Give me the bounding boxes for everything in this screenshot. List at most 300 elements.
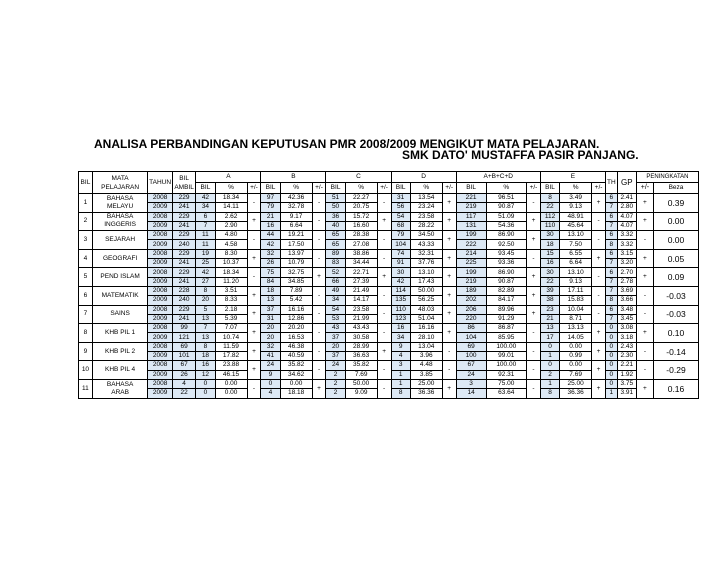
- grade-count-cell: 16: [540, 259, 559, 268]
- table-row: [79, 249, 699, 258]
- subject-name: [92, 305, 147, 324]
- grade-percent-cell: 42.36: [280, 194, 312, 203]
- grade-count-cell: 30: [540, 231, 559, 240]
- grade-percent-cell: 6.64: [280, 221, 312, 230]
- gp-cell: 4.07: [617, 212, 636, 221]
- grade-percent-cell: 35.82: [345, 361, 377, 370]
- header-bil: BIL: [79, 172, 93, 194]
- year-cell: 2009: [148, 240, 173, 249]
- grade-percent-cell: 12.86: [280, 314, 312, 323]
- school-name: SMK DATO' MUSTAFFA PASIR PANJANG.: [402, 148, 639, 162]
- grade-percent-cell: 16.16: [280, 305, 312, 314]
- bil-ambil-cell: 241: [172, 277, 195, 286]
- grade-count-cell: 199: [456, 231, 486, 240]
- header-grade-b: B: [261, 172, 326, 183]
- gp-cell: 1.92: [617, 370, 636, 379]
- grade-percent-cell: 2.62: [215, 212, 247, 221]
- grade-percent-cell: 7.69: [345, 370, 377, 379]
- table-row: [79, 268, 699, 277]
- beza-cell: 0.10: [653, 324, 698, 343]
- header-grade-pct: %: [560, 183, 592, 194]
- grade-count-cell: 0: [196, 379, 215, 388]
- grade-percent-cell: 27.08: [345, 240, 377, 249]
- change-sign-cell: +: [247, 212, 261, 231]
- bil-ambil-cell: 241: [172, 203, 195, 212]
- subject-name-line: KHB PIL 1: [105, 328, 136, 336]
- grade-count-cell: 24: [456, 370, 486, 379]
- grade-count-cell: 66: [326, 277, 345, 286]
- grade-percent-cell: 4.80: [215, 231, 247, 240]
- grade-percent-cell: 34.44: [345, 259, 377, 268]
- header-grade-a: A: [196, 172, 261, 183]
- year-cell: 2008: [148, 342, 173, 351]
- grade-count-cell: 74: [391, 249, 410, 258]
- grade-percent-cell: 46.15: [215, 370, 247, 379]
- grade-count-cell: 18: [540, 240, 559, 249]
- grade-percent-cell: 7.07: [215, 324, 247, 333]
- grade-count-cell: 14: [456, 389, 486, 398]
- change-sign-cell: +: [592, 379, 606, 398]
- grade-count-cell: 225: [456, 259, 486, 268]
- grade-percent-cell: 89.96: [486, 305, 527, 314]
- change-sign-cell: -: [312, 249, 326, 268]
- grade-count-cell: 4: [391, 352, 410, 361]
- change-sign-cell: +: [247, 361, 261, 380]
- change-sign-cell: +: [377, 268, 391, 287]
- th-cell: 6: [605, 231, 617, 240]
- th-cell: 7: [605, 277, 617, 286]
- change-sign-cell: +: [312, 379, 326, 398]
- subject-name: [92, 342, 147, 361]
- header-grade-pm: +/-: [312, 183, 326, 194]
- row-number: 3: [79, 231, 93, 250]
- year-cell: 2008: [148, 361, 173, 370]
- th-cell: 6: [605, 194, 617, 203]
- grade-count-cell: 214: [456, 249, 486, 258]
- grade-percent-cell: 22.27: [345, 194, 377, 203]
- change-sign-cell: -: [442, 342, 456, 361]
- grade-count-cell: 222: [456, 240, 486, 249]
- grade-percent-cell: 3.96: [410, 352, 442, 361]
- grade-count-cell: 8: [196, 286, 215, 295]
- change-sign-cell: -: [312, 324, 326, 343]
- th-cell: 7: [605, 314, 617, 323]
- grade-percent-cell: 25.00: [560, 379, 592, 388]
- change-sign-cell: -: [247, 194, 261, 213]
- year-cell: 2008: [148, 379, 173, 388]
- grade-percent-cell: 45.64: [560, 221, 592, 230]
- grade-percent-cell: 82.89: [486, 286, 527, 295]
- grade-percent-cell: 51.04: [410, 314, 442, 323]
- grade-percent-cell: 0.00: [215, 379, 247, 388]
- table-row: [79, 212, 699, 221]
- grade-percent-cell: 36.63: [345, 352, 377, 361]
- change-sign-cell: -: [527, 249, 541, 268]
- grade-percent-cell: 8.30: [215, 249, 247, 258]
- grade-percent-cell: 21.49: [345, 286, 377, 295]
- grade-count-cell: 16: [196, 361, 215, 370]
- grade-count-cell: 38: [540, 296, 559, 305]
- year-cell: 2008: [148, 305, 173, 314]
- year-cell: 2008: [148, 286, 173, 295]
- year-cell: 2008: [148, 324, 173, 333]
- row-number: 2: [79, 212, 93, 231]
- grade-percent-cell: 17.11: [560, 286, 592, 295]
- grade-percent-cell: 20.75: [345, 203, 377, 212]
- year-cell: 2009: [148, 259, 173, 268]
- subject-name-line: PEND ISLAM: [100, 273, 140, 281]
- change-sign-cell: +: [527, 305, 541, 324]
- grade-count-cell: 112: [540, 212, 559, 221]
- grade-count-cell: 0: [540, 342, 559, 351]
- grade-percent-cell: 48.03: [410, 305, 442, 314]
- change-sign-cell: +: [442, 268, 456, 287]
- subject-name-line: INGGERIS: [104, 221, 136, 229]
- bil-ambil-cell: 241: [172, 221, 195, 230]
- header-grade-pct: %: [345, 183, 377, 194]
- grade-percent-cell: 11.20: [215, 277, 247, 286]
- change-sign-cell: -: [247, 231, 261, 250]
- grade-count-cell: 30: [391, 268, 410, 277]
- grade-percent-cell: 18.18: [280, 389, 312, 398]
- change-sign-cell: +: [442, 249, 456, 268]
- grade-count-cell: 18: [196, 352, 215, 361]
- grade-count-cell: 2: [326, 389, 345, 398]
- grade-percent-cell: 43.43: [345, 324, 377, 333]
- grade-count-cell: 0: [196, 389, 215, 398]
- grade-count-cell: 42: [196, 194, 215, 203]
- gp-cell: 2.30: [617, 352, 636, 361]
- improvement-sign-cell: -: [636, 342, 653, 361]
- th-cell: 7: [605, 286, 617, 295]
- grade-percent-cell: 27.39: [345, 277, 377, 286]
- year-cell: 2008: [148, 212, 173, 221]
- bil-ambil-cell: 240: [172, 240, 195, 249]
- th-cell: 6: [605, 249, 617, 258]
- grade-count-cell: 56: [391, 203, 410, 212]
- grade-count-cell: 9: [391, 342, 410, 351]
- gp-cell: 3.08: [617, 324, 636, 333]
- gp-cell: 3.45: [617, 314, 636, 323]
- grade-percent-cell: 0.00: [215, 389, 247, 398]
- header-grade-pct: %: [486, 183, 527, 194]
- change-sign-cell: -: [377, 249, 391, 268]
- grade-count-cell: 22: [540, 277, 559, 286]
- change-sign-cell: -: [312, 212, 326, 231]
- grade-count-cell: 26: [261, 259, 280, 268]
- bil-ambil-cell: 229: [172, 249, 195, 258]
- grade-count-cell: 114: [391, 286, 410, 295]
- grade-count-cell: 67: [456, 361, 486, 370]
- change-sign-cell: -: [592, 231, 606, 250]
- grade-count-cell: 75: [261, 268, 280, 277]
- grade-percent-cell: 23.24: [410, 203, 442, 212]
- row-number: 9: [79, 342, 93, 361]
- change-sign-cell: -: [377, 324, 391, 343]
- grade-count-cell: 2: [326, 370, 345, 379]
- subject-name-line: ARAB: [111, 388, 129, 396]
- year-cell: 2008: [148, 268, 173, 277]
- grade-percent-cell: 56.25: [410, 296, 442, 305]
- year-cell: 2008: [148, 194, 173, 203]
- grade-count-cell: 21: [540, 314, 559, 323]
- subject-name-line: SEJARAH: [105, 235, 136, 243]
- grade-percent-cell: 19.21: [280, 231, 312, 240]
- gp-cell: 3.69: [617, 286, 636, 295]
- grade-count-cell: 8: [196, 342, 215, 351]
- change-sign-cell: +: [442, 379, 456, 398]
- grade-count-cell: 20: [196, 296, 215, 305]
- th-cell: 0: [605, 352, 617, 361]
- grade-percent-cell: 48.91: [560, 212, 592, 221]
- grade-percent-cell: 34.62: [280, 370, 312, 379]
- grade-percent-cell: 13.10: [410, 268, 442, 277]
- grade-count-cell: 30: [540, 268, 559, 277]
- bil-ambil-cell: 241: [172, 259, 195, 268]
- grade-percent-cell: 28.99: [345, 342, 377, 351]
- grade-count-cell: 131: [456, 221, 486, 230]
- change-sign-cell: -: [312, 305, 326, 324]
- grade-percent-cell: 22.71: [345, 268, 377, 277]
- change-sign-cell: +: [247, 286, 261, 305]
- grade-count-cell: 49: [326, 286, 345, 295]
- grade-percent-cell: 28.38: [345, 231, 377, 240]
- change-sign-cell: +: [377, 212, 391, 231]
- change-sign-cell: +: [442, 324, 456, 343]
- grade-percent-cell: 93.36: [486, 259, 527, 268]
- grade-count-cell: 34: [326, 296, 345, 305]
- header-grade-e: E: [540, 172, 605, 183]
- year-cell: 2009: [148, 314, 173, 323]
- grade-count-cell: 9: [261, 370, 280, 379]
- change-sign-cell: -: [377, 286, 391, 305]
- grade-percent-cell: 16.60: [345, 221, 377, 230]
- grade-count-cell: 104: [391, 240, 410, 249]
- grade-count-cell: 199: [456, 268, 486, 277]
- header-beza: Beza: [653, 183, 698, 194]
- subject-name-line: BAHASA: [106, 380, 134, 388]
- grade-count-cell: 16: [391, 324, 410, 333]
- header-grade-bil: BIL: [391, 183, 410, 194]
- change-sign-cell: +: [527, 286, 541, 305]
- change-sign-cell: -: [377, 231, 391, 250]
- grade-count-cell: 84: [261, 277, 280, 286]
- grade-count-cell: 8: [391, 389, 410, 398]
- grade-percent-cell: 6.64: [560, 259, 592, 268]
- header-grade-pct: %: [215, 183, 247, 194]
- grade-count-cell: 42: [391, 277, 410, 286]
- grade-percent-cell: 5.39: [215, 314, 247, 323]
- header-bil-ambil: BIL AMBIL: [172, 172, 195, 194]
- year-cell: 2009: [148, 296, 173, 305]
- change-sign-cell: -: [312, 361, 326, 380]
- grade-percent-cell: 38.86: [345, 249, 377, 258]
- grade-percent-cell: 14.17: [345, 296, 377, 305]
- improvement-sign-cell: +: [636, 212, 653, 231]
- grade-percent-cell: 4.58: [215, 240, 247, 249]
- beza-cell: 0.09: [653, 268, 698, 287]
- grade-percent-cell: 13.10: [560, 231, 592, 240]
- improvement-sign-cell: +: [636, 379, 653, 398]
- change-sign-cell: +: [527, 231, 541, 250]
- change-sign-cell: -: [592, 286, 606, 305]
- th-cell: 0: [605, 333, 617, 342]
- bil-ambil-cell: 121: [172, 333, 195, 342]
- gp-cell: 3.66: [617, 296, 636, 305]
- change-sign-cell: -: [312, 194, 326, 213]
- grade-count-cell: 219: [456, 277, 486, 286]
- grade-count-cell: 7: [196, 324, 215, 333]
- grade-count-cell: 4: [261, 389, 280, 398]
- grade-count-cell: 100: [456, 352, 486, 361]
- subject-name: [92, 268, 147, 287]
- change-sign-cell: +: [527, 268, 541, 287]
- change-sign-cell: -: [247, 379, 261, 398]
- grade-count-cell: 13: [540, 324, 559, 333]
- header-grade-d: D: [391, 172, 456, 183]
- th-cell: 8: [605, 240, 617, 249]
- header-grade-bil: BIL: [456, 183, 486, 194]
- grade-count-cell: 23: [540, 305, 559, 314]
- change-sign-cell: +: [247, 305, 261, 324]
- grade-count-cell: 219: [456, 203, 486, 212]
- grade-count-cell: 37: [261, 305, 280, 314]
- grade-percent-cell: 18.34: [215, 194, 247, 203]
- gp-cell: 3.32: [617, 240, 636, 249]
- header-peningkatan: PENINGKATAN: [636, 172, 698, 183]
- grade-percent-cell: 32.31: [410, 249, 442, 258]
- grade-count-cell: 16: [261, 221, 280, 230]
- grade-count-cell: 123: [391, 314, 410, 323]
- change-sign-cell: +: [592, 324, 606, 343]
- grade-percent-cell: 17.82: [215, 352, 247, 361]
- grade-percent-cell: 63.64: [486, 389, 527, 398]
- grade-percent-cell: 99.01: [486, 352, 527, 361]
- year-cell: 2009: [148, 277, 173, 286]
- grade-count-cell: 220: [456, 314, 486, 323]
- change-sign-cell: +: [592, 249, 606, 268]
- change-sign-cell: +: [442, 212, 456, 231]
- table-row: [79, 286, 699, 295]
- header-grade-abcd: A+B+C+D: [456, 172, 540, 183]
- grade-percent-cell: 15.72: [345, 212, 377, 221]
- grade-count-cell: 24: [326, 361, 345, 370]
- header-grade-pm: +/-: [247, 183, 261, 194]
- grade-percent-cell: 100.00: [486, 361, 527, 370]
- grade-percent-cell: 0.00: [560, 361, 592, 370]
- bil-ambil-cell: 228: [172, 286, 195, 295]
- grade-percent-cell: 4.48: [410, 361, 442, 370]
- bil-ambil-cell: 229: [172, 231, 195, 240]
- subject-name-line: GEOGRAFI: [102, 254, 138, 262]
- grade-percent-cell: 13.54: [410, 194, 442, 203]
- change-sign-cell: -: [592, 305, 606, 324]
- header-pm: +/-: [636, 183, 653, 194]
- change-sign-cell: +: [442, 194, 456, 213]
- gp-cell: 2.78: [617, 277, 636, 286]
- bil-ambil-cell: 229: [172, 268, 195, 277]
- subject-name-line: BAHASA: [106, 194, 134, 202]
- change-sign-cell: -: [527, 342, 541, 361]
- grade-count-cell: 1: [391, 379, 410, 388]
- header-grade-pm: +/-: [527, 183, 541, 194]
- th-cell: 0: [605, 324, 617, 333]
- gp-cell: 3.18: [617, 333, 636, 342]
- grade-count-cell: 27: [196, 277, 215, 286]
- beza-cell: -0.14: [653, 342, 698, 361]
- grade-percent-cell: 90.87: [486, 203, 527, 212]
- change-sign-cell: -: [312, 231, 326, 250]
- grade-percent-cell: 36.36: [410, 389, 442, 398]
- bil-ambil-cell: 229: [172, 305, 195, 314]
- improvement-sign-cell: +: [636, 324, 653, 343]
- grade-count-cell: 221: [456, 194, 486, 203]
- improvement-sign-cell: +: [636, 268, 653, 287]
- gp-cell: 3.91: [617, 389, 636, 398]
- grade-percent-cell: 9.09: [345, 389, 377, 398]
- grade-count-cell: 0: [540, 361, 559, 370]
- change-sign-cell: +: [247, 249, 261, 268]
- table-row: [79, 342, 699, 351]
- subject-name-line: MELAYU: [106, 202, 134, 210]
- change-sign-cell: +: [527, 212, 541, 231]
- grade-count-cell: 189: [456, 286, 486, 295]
- grade-count-cell: 44: [261, 231, 280, 240]
- grade-count-cell: 13: [196, 314, 215, 323]
- table-row: [79, 379, 699, 388]
- subject-name-line: SAINS: [110, 310, 130, 318]
- grade-count-cell: 13: [261, 296, 280, 305]
- grade-percent-cell: 30.58: [345, 333, 377, 342]
- beza-cell: -0.29: [653, 361, 698, 380]
- grade-percent-cell: 15.83: [560, 296, 592, 305]
- bil-ambil-cell: 229: [172, 212, 195, 221]
- grade-count-cell: 11: [196, 240, 215, 249]
- grade-percent-cell: 3.85: [410, 370, 442, 379]
- th-cell: 0: [605, 361, 617, 370]
- grade-percent-cell: 18.34: [215, 268, 247, 277]
- grade-percent-cell: 7.50: [560, 240, 592, 249]
- row-number: 7: [79, 305, 93, 324]
- grade-percent-cell: 51.09: [486, 212, 527, 221]
- grade-count-cell: 8: [540, 194, 559, 203]
- grade-percent-cell: 17.50: [280, 240, 312, 249]
- gp-cell: 3.15: [617, 249, 636, 258]
- table-row: [79, 194, 699, 203]
- grade-percent-cell: 50.00: [410, 286, 442, 295]
- grade-percent-cell: 32.78: [280, 203, 312, 212]
- beza-cell: 0.39: [653, 194, 698, 213]
- change-sign-cell: -: [592, 268, 606, 287]
- change-sign-cell: -: [527, 194, 541, 213]
- subject-name-line: KHB PIL 4: [105, 366, 136, 374]
- th-cell: 7: [605, 259, 617, 268]
- results-table: [78, 171, 699, 399]
- improvement-sign-cell: +: [636, 249, 653, 268]
- row-number: 4: [79, 249, 93, 268]
- header-grade-pm: +/-: [592, 183, 606, 194]
- bil-ambil-cell: 26: [172, 370, 195, 379]
- gp-cell: 3.48: [617, 305, 636, 314]
- grade-count-cell: 20: [261, 333, 280, 342]
- improvement-sign-cell: -: [636, 305, 653, 324]
- grade-count-cell: 1: [391, 370, 410, 379]
- change-sign-cell: +: [312, 268, 326, 287]
- year-cell: 2009: [148, 352, 173, 361]
- grade-count-cell: 18: [261, 286, 280, 295]
- beza-cell: -0.03: [653, 305, 698, 324]
- beza-cell: -0.03: [653, 286, 698, 305]
